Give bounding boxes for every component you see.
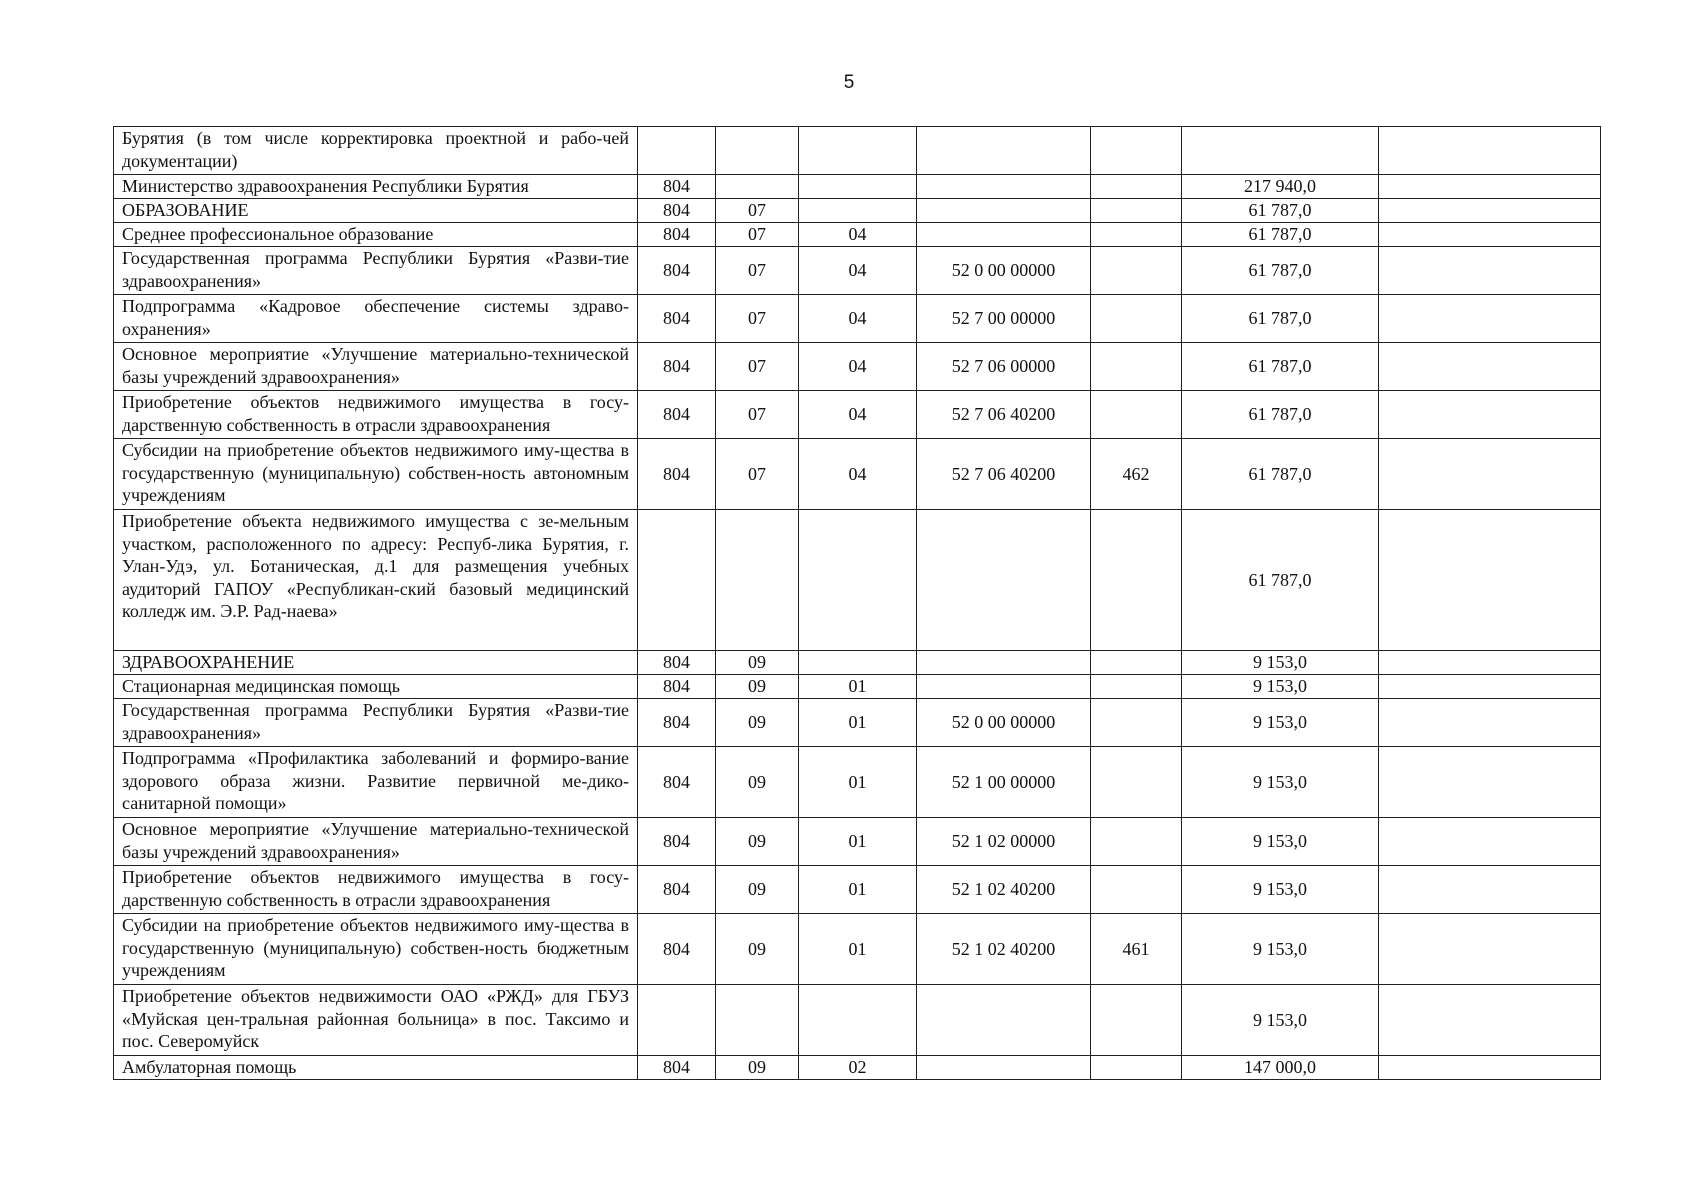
row-grbs xyxy=(638,127,716,175)
table-row xyxy=(114,343,1601,391)
row-subsection: 01 xyxy=(799,675,917,699)
row-target-article xyxy=(917,199,1091,223)
row-section: 09 xyxy=(716,651,799,675)
row-name: Бурятия (в том числе корректировка проектной и рабо-чей документации) xyxy=(114,127,638,175)
row-section: 07 xyxy=(716,439,799,510)
table-row xyxy=(114,127,1601,175)
row-sum: 61 787,0 xyxy=(1182,223,1379,247)
row-section: 09 xyxy=(716,675,799,699)
row-target-article xyxy=(917,985,1091,1056)
row-target-article: 52 7 06 40200 xyxy=(917,439,1091,510)
row-section: 07 xyxy=(716,247,799,295)
row-subsection xyxy=(799,510,917,651)
row-section: 09 xyxy=(716,866,799,914)
row-subsection: 02 xyxy=(799,1056,917,1080)
row-subsection: 01 xyxy=(799,914,917,985)
row-subsection: 04 xyxy=(799,391,917,439)
row-target-article: 52 1 02 40200 xyxy=(917,866,1091,914)
row-expense-type xyxy=(1091,199,1182,223)
row-grbs: 804 xyxy=(638,439,716,510)
row-subsection: 04 xyxy=(799,343,917,391)
page-number: 5 xyxy=(843,72,855,93)
row-expense-type: 461 xyxy=(1091,914,1182,985)
row-sum: 9 153,0 xyxy=(1182,675,1379,699)
row-sum: 9 153,0 xyxy=(1182,651,1379,675)
row-section xyxy=(716,510,799,651)
row-name: Субсидии на приобретение объектов недвижимого иму-щества в государственную (муниципальную) собствен-ность бюджетным учреждениям xyxy=(114,914,638,985)
row-sum: 61 787,0 xyxy=(1182,199,1379,223)
row-expense-type xyxy=(1091,1056,1182,1080)
table-row xyxy=(114,866,1601,914)
row-target-article: 52 1 02 40200 xyxy=(917,914,1091,985)
row-extra xyxy=(1379,295,1601,343)
row-subsection: 04 xyxy=(799,295,917,343)
row-name: ЗДРАВООХРАНЕНИЕ xyxy=(114,651,638,675)
table-row xyxy=(114,510,1601,651)
row-extra xyxy=(1379,510,1601,651)
row-grbs: 804 xyxy=(638,651,716,675)
row-sum: 9 153,0 xyxy=(1182,699,1379,747)
row-subsection: 01 xyxy=(799,699,917,747)
row-name: ОБРАЗОВАНИЕ xyxy=(114,199,638,223)
row-section: 07 xyxy=(716,391,799,439)
row-grbs: 804 xyxy=(638,675,716,699)
row-target-article: 52 7 06 40200 xyxy=(917,391,1091,439)
row-name: Амбулаторная помощь xyxy=(114,1056,638,1080)
row-sum: 61 787,0 xyxy=(1182,295,1379,343)
row-grbs: 804 xyxy=(638,818,716,866)
row-section: 09 xyxy=(716,1056,799,1080)
row-sum: 9 153,0 xyxy=(1182,866,1379,914)
row-grbs: 804 xyxy=(638,391,716,439)
row-extra xyxy=(1379,818,1601,866)
row-subsection xyxy=(799,127,917,175)
budget-table xyxy=(113,126,1601,1080)
row-target-article xyxy=(917,651,1091,675)
row-section: 07 xyxy=(716,343,799,391)
table-row xyxy=(114,914,1601,985)
row-expense-type xyxy=(1091,747,1182,818)
row-section: 07 xyxy=(716,295,799,343)
row-target-article xyxy=(917,675,1091,699)
row-name: Министерство здравоохранения Республики Бурятия xyxy=(114,175,638,199)
row-expense-type: 462 xyxy=(1091,439,1182,510)
row-name: Подпрограмма «Кадровое обеспечение системы здраво-охранения» xyxy=(114,295,638,343)
row-sum: 147 000,0 xyxy=(1182,1056,1379,1080)
row-name: Приобретение объектов недвижимого имущества в госу-дарственную собственность в отрасли здравоохранения xyxy=(114,391,638,439)
row-sum: 9 153,0 xyxy=(1182,914,1379,985)
row-extra xyxy=(1379,699,1601,747)
row-section xyxy=(716,175,799,199)
row-extra xyxy=(1379,866,1601,914)
row-name: Подпрограмма «Профилактика заболеваний и формиро-вание здорового образа жизни. Развитие первичной ме-дико-санитарной помощи» xyxy=(114,747,638,818)
row-extra xyxy=(1379,223,1601,247)
row-extra xyxy=(1379,175,1601,199)
row-section: 07 xyxy=(716,199,799,223)
row-expense-type xyxy=(1091,391,1182,439)
row-grbs: 804 xyxy=(638,1056,716,1080)
row-grbs: 804 xyxy=(638,175,716,199)
row-subsection xyxy=(799,985,917,1056)
row-target-article xyxy=(917,510,1091,651)
table-row xyxy=(114,675,1601,699)
row-target-article: 52 1 02 00000 xyxy=(917,818,1091,866)
table-row xyxy=(114,439,1601,510)
table-row xyxy=(114,199,1601,223)
row-subsection: 04 xyxy=(799,223,917,247)
row-grbs: 804 xyxy=(638,914,716,985)
row-name: Приобретение объекта недвижимого имущества с зе-мельным участком, расположенного по адресу: Респуб-лика Бурятия, г. Улан-Удэ, ул. Ботаническая, д.1 для размещения учебных аудиторий ГАПОУ «Республикан-ский базовый медицинский колледж им. Э.Р. Рад-наева» xyxy=(114,510,638,651)
row-extra xyxy=(1379,439,1601,510)
row-extra xyxy=(1379,747,1601,818)
row-subsection: 01 xyxy=(799,747,917,818)
row-expense-type xyxy=(1091,818,1182,866)
row-sum: 61 787,0 xyxy=(1182,343,1379,391)
row-target-article: 52 0 00 00000 xyxy=(917,699,1091,747)
table-row xyxy=(114,247,1601,295)
row-extra xyxy=(1379,675,1601,699)
table-row xyxy=(114,1056,1601,1080)
row-sum: 9 153,0 xyxy=(1182,818,1379,866)
row-expense-type xyxy=(1091,510,1182,651)
row-name: Приобретение объектов недвижимости ОАО «РЖД» для ГБУЗ «Муйская цен-тральная районная больница» в пос. Таксимо и пос. Северомуйск xyxy=(114,985,638,1056)
row-extra xyxy=(1379,199,1601,223)
row-sum: 61 787,0 xyxy=(1182,247,1379,295)
row-extra xyxy=(1379,985,1601,1056)
table-row xyxy=(114,391,1601,439)
row-expense-type xyxy=(1091,675,1182,699)
row-extra xyxy=(1379,391,1601,439)
row-target-article: 52 7 00 00000 xyxy=(917,295,1091,343)
row-extra xyxy=(1379,247,1601,295)
row-name: Субсидии на приобретение объектов недвижимого иму-щества в государственную (муниципальную) собствен-ность автономным учреждениям xyxy=(114,439,638,510)
row-sum: 61 787,0 xyxy=(1182,439,1379,510)
row-target-article xyxy=(917,175,1091,199)
row-name: Основное мероприятие «Улучшение материально-технической базы учреждений здравоохранения» xyxy=(114,818,638,866)
row-grbs: 804 xyxy=(638,747,716,818)
row-grbs: 804 xyxy=(638,343,716,391)
row-expense-type xyxy=(1091,223,1182,247)
row-grbs: 804 xyxy=(638,223,716,247)
row-name: Основное мероприятие «Улучшение материально-технической базы учреждений здравоохранения» xyxy=(114,343,638,391)
row-section xyxy=(716,127,799,175)
row-grbs: 804 xyxy=(638,247,716,295)
row-extra xyxy=(1379,343,1601,391)
row-expense-type xyxy=(1091,343,1182,391)
row-expense-type xyxy=(1091,127,1182,175)
row-target-article xyxy=(917,1056,1091,1080)
row-extra xyxy=(1379,914,1601,985)
row-section: 09 xyxy=(716,914,799,985)
row-name: Среднее профессиональное образование xyxy=(114,223,638,247)
row-section xyxy=(716,985,799,1056)
row-target-article: 52 7 06 00000 xyxy=(917,343,1091,391)
row-extra xyxy=(1379,651,1601,675)
row-sum: 9 153,0 xyxy=(1182,747,1379,818)
row-subsection xyxy=(799,175,917,199)
table-row xyxy=(114,747,1601,818)
row-subsection: 04 xyxy=(799,247,917,295)
table-row xyxy=(114,699,1601,747)
row-name: Государственная программа Республики Бурятия «Разви-тие здравоохранения» xyxy=(114,699,638,747)
table-row xyxy=(114,295,1601,343)
row-sum: 61 787,0 xyxy=(1182,391,1379,439)
table-row xyxy=(114,985,1601,1056)
row-grbs: 804 xyxy=(638,866,716,914)
row-section: 09 xyxy=(716,699,799,747)
table-row xyxy=(114,223,1601,247)
table-row xyxy=(114,818,1601,866)
row-expense-type xyxy=(1091,866,1182,914)
row-expense-type xyxy=(1091,247,1182,295)
row-subsection: 04 xyxy=(799,439,917,510)
row-target-article: 52 0 00 00000 xyxy=(917,247,1091,295)
row-name: Приобретение объектов недвижимого имущества в госу-дарственную собственность в отрасли здравоохранения xyxy=(114,866,638,914)
row-grbs: 804 xyxy=(638,199,716,223)
row-grbs: 804 xyxy=(638,699,716,747)
row-expense-type xyxy=(1091,175,1182,199)
table-row xyxy=(114,651,1601,675)
row-extra xyxy=(1379,127,1601,175)
row-expense-type xyxy=(1091,699,1182,747)
row-target-article: 52 1 00 00000 xyxy=(917,747,1091,818)
row-expense-type xyxy=(1091,985,1182,1056)
row-expense-type xyxy=(1091,295,1182,343)
row-grbs xyxy=(638,510,716,651)
row-expense-type xyxy=(1091,651,1182,675)
row-extra xyxy=(1379,1056,1601,1080)
row-sum: 9 153,0 xyxy=(1182,985,1379,1056)
row-grbs: 804 xyxy=(638,295,716,343)
row-sum xyxy=(1182,127,1379,175)
row-subsection: 01 xyxy=(799,866,917,914)
row-sum: 61 787,0 xyxy=(1182,510,1379,651)
row-sum: 217 940,0 xyxy=(1182,175,1379,199)
row-grbs xyxy=(638,985,716,1056)
row-target-article xyxy=(917,127,1091,175)
row-subsection xyxy=(799,199,917,223)
row-name: Стационарная медицинская помощь xyxy=(114,675,638,699)
row-section: 09 xyxy=(716,747,799,818)
row-subsection xyxy=(799,651,917,675)
table-row xyxy=(114,175,1601,199)
row-subsection: 01 xyxy=(799,818,917,866)
row-name: Государственная программа Республики Бурятия «Разви-тие здравоохранения» xyxy=(114,247,638,295)
row-target-article xyxy=(917,223,1091,247)
row-section: 09 xyxy=(716,818,799,866)
row-section: 07 xyxy=(716,223,799,247)
